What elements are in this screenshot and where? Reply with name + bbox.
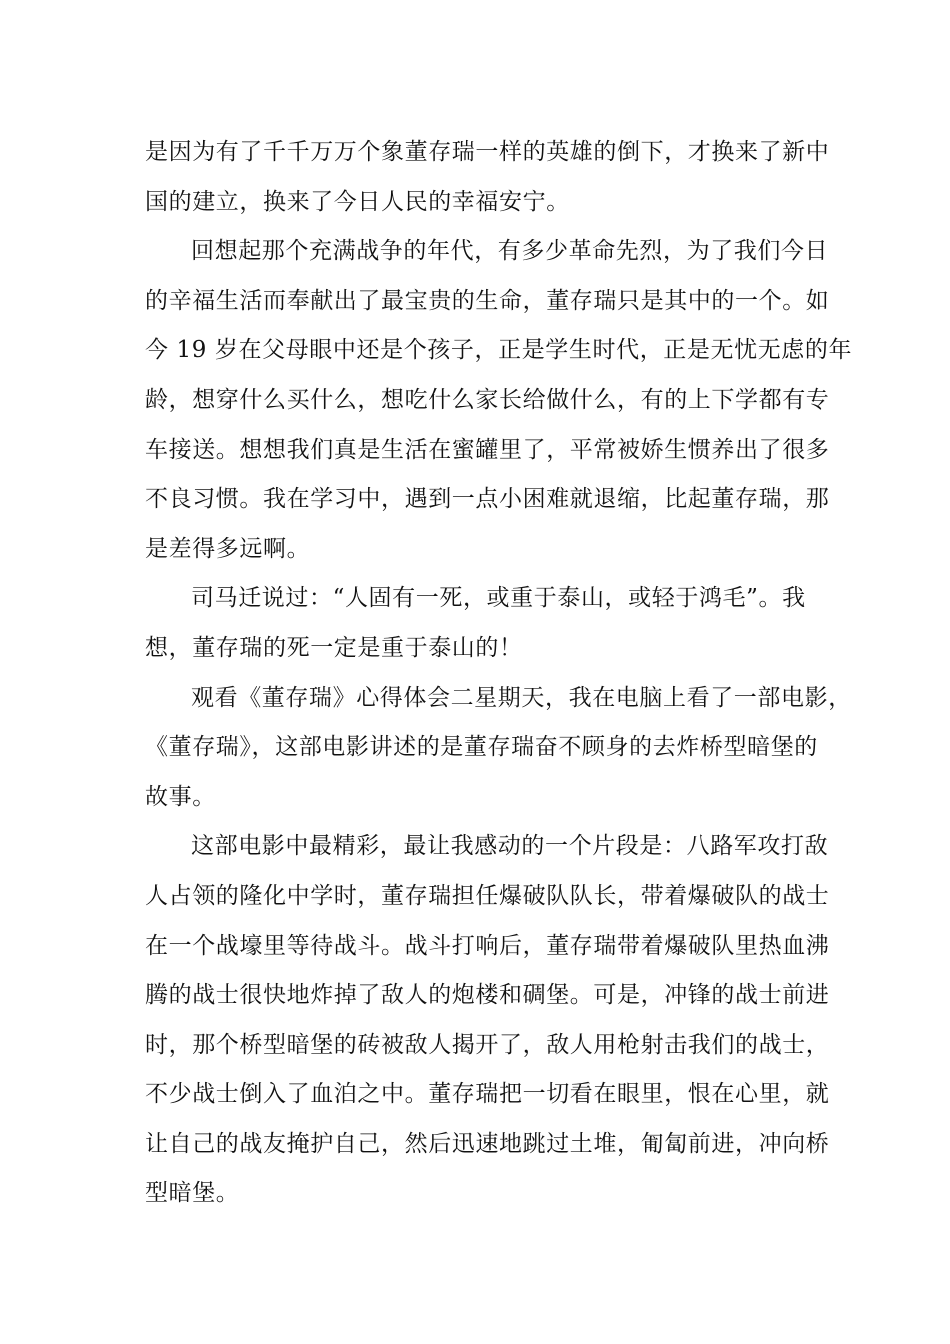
text-line: 《董存瑞》，这部电影讲述的是董存瑞奋不顾身的去炸桥型暗堡的 (145, 734, 818, 761)
paragraph-start-line: 观看《董存瑞》心得体会二星期天，我在电脑上看了一部电影， (191, 684, 852, 711)
body-text (145, 128, 853, 1219)
text-line: 是差得多远啊。 (145, 535, 311, 562)
text-line: 腾的战士很快地炸掉了敌人的炮楼和碉堡。可是，冲锋的战士前进 (145, 982, 830, 1009)
text-line: 人占领的隆化中学时，董存瑞担任爆破队队长，带着爆破队的战士 (145, 882, 830, 909)
text-line: 车接送。想想我们真是生活在蜜罐里了，平常被娇生惯养出了很多 (145, 436, 830, 463)
text-line: 国的建立，换来了今日人民的幸福安宁。 (145, 188, 570, 215)
paragraph-start-line: 回想起那个充满战争的年代，有多少革命先烈，为了我们今日 (191, 238, 829, 265)
text-line: 想，董存瑞的死一定是重于泰山的！ (145, 634, 523, 661)
text-line: 是因为有了千千万万个象董存瑞一样的英雄的倒下，才换来了新中 (145, 139, 830, 165)
text-line: 让自己的战友掩护自己，然后迅速地跳过土堆，匍匐前进，冲向桥 (145, 1130, 830, 1157)
paragraph-start-line: 司马迁说过：“人固有一死，或重于泰山，或轻于鸿毛”。我 (191, 585, 806, 612)
text-line: 不少战士倒入了血泊之中。董存瑞把一切看在眼里，恨在心里，就 (145, 1081, 830, 1108)
text-line: 时，那个桥型暗堡的砖被敌人揭开了，敌人用枪射击我们的战士， (145, 1031, 830, 1058)
text-line: 型暗堡。 (145, 1180, 240, 1207)
text-line: 的辛福生活而奉献出了最宝贵的生命，董存瑞只是其中的一个。如 (145, 287, 830, 314)
paragraph-start-line: 这部电影中最精彩，最让我感动的一个片段是：八路军攻打敌 (191, 833, 829, 860)
text-line: 故事。 (145, 783, 216, 810)
text-line: 龄，想穿什么买什么，想吃什么家长给做什么，有的上下学都有专 (145, 386, 830, 413)
text-line: 今 19 岁在父母眼中还是个孩子，正是学生时代，正是无忧无虑的年 (145, 337, 853, 364)
text-line: 不良习惯。我在学习中，遇到一点小困难就退缩，比起董存瑞，那 (145, 486, 830, 513)
text-line: 在一个战壕里等待战斗。战斗打响后，董存瑞带着爆破队里热血沸 (145, 932, 830, 959)
